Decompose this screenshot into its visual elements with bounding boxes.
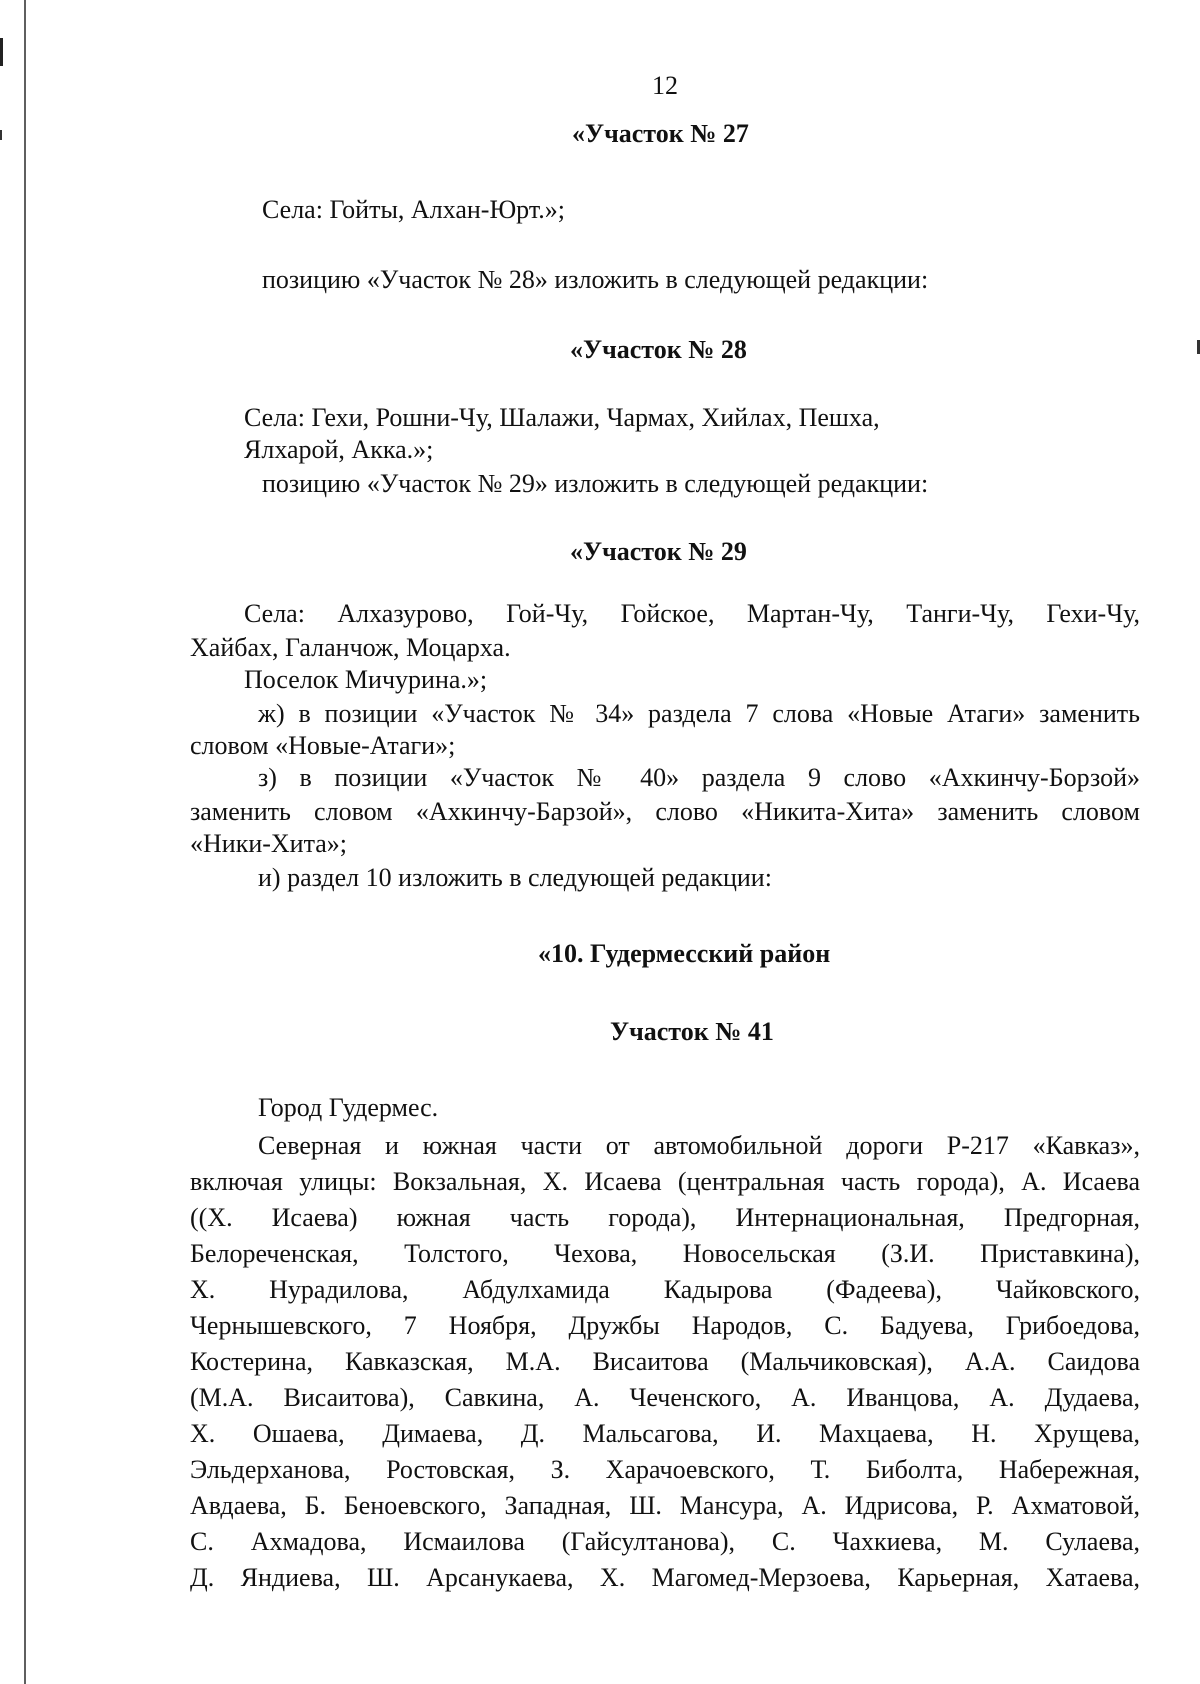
paragraph-streets-line11: Авдаева, Б. Беноевского, Западная, Ш. Мансура, А. Идрисова, Р. Ахматовой,: [190, 1491, 1140, 1520]
paragraph-streets-line13: Д. Яндиева, Ш. Арсанукаева, Х. Магомед-Мерзоева, Карьерная, Хатаева,: [190, 1563, 1140, 1592]
paragraph-uchastok-29-line1: Села: Алхазурово, Гой-Чу, Гойское, Мартан-Чу, Танги-Чу, Гехи-Чу,: [244, 599, 1140, 628]
paragraph-streets-line12: С. Ахмадова, Исмаилова (Гайсултанова), С. Чахкиева, М. Сулаева,: [190, 1527, 1140, 1556]
paragraph-streets-line7: Костерина, Кавказская, М.А. Висаитова (Мальчиковская), А.А. Саидова: [190, 1347, 1140, 1376]
paragraph-uchastok-28-line1: Села: Гехи, Рошни-Чу, Шалажи, Чармах, Хийлах, Пешха,: [244, 403, 880, 432]
paragraph-uchastok-28-line2: Ялхарой, Акка.»;: [244, 435, 434, 464]
scan-mark: [0, 38, 3, 66]
paragraph-streets-line3: ((Х. Исаева) южная часть города), Интернациональная, Предгорная,: [190, 1203, 1140, 1232]
paragraph-streets-line6: Чернышевского, 7 Ноября, Дружбы Народов, С. Бадуева, Грибоедова,: [190, 1311, 1140, 1340]
paragraph-item-i: и) раздел 10 изложить в следующей редакции:: [258, 863, 772, 892]
heading-uchastok-27: «Участок № 27: [572, 119, 749, 148]
paragraph-item-z-line1: з) в позиции «Участок № 40» раздела 9 слово «Ахкинчу-Борзой»: [258, 763, 1140, 792]
page-number: 12: [652, 71, 678, 100]
paragraph-streets-line4: Белореченская, Толстого, Чехова, Новосельская (З.И. Приставкина),: [190, 1239, 1140, 1268]
paragraph-item-zh-line1: ж) в позиции «Участок № 34» раздела 7 слова «Новые Атаги» заменить: [258, 699, 1140, 728]
paragraph-streets-line5: Х. Нурадилова, Абдулхамида Кадырова (Фадеева), Чайковского,: [190, 1275, 1140, 1304]
paragraph-streets-line9: Х. Ошаева, Димаева, Д. Мальсагова, И. Махцаева, Н. Хрущева,: [190, 1419, 1140, 1448]
heading-section-10: «10. Гудермесский район: [538, 939, 831, 968]
paragraph-item-z-line3: «Ники-Хита»;: [190, 829, 348, 858]
scan-mark: [0, 130, 2, 140]
heading-uchastok-41: Участок № 41: [610, 1017, 774, 1046]
instruction-position-29: позицию «Участок № 29» изложить в следующей редакции:: [262, 469, 929, 498]
paragraph-item-zh-line2: словом «Новые-Атаги»;: [190, 731, 456, 760]
paragraph-city: Город Гудермес.: [258, 1093, 439, 1122]
paragraph-streets-line10: Эльдерханова, Ростовская, З. Харачоевского, Т. Биболта, Набережная,: [190, 1455, 1140, 1484]
paragraph-uchastok-27: Села: Гойты, Алхан-Юрт.»;: [262, 195, 565, 224]
scan-border-left: [24, 0, 26, 1684]
heading-uchastok-29: «Участок № 29: [570, 537, 747, 566]
paragraph-uchastok-29-line3: Поселок Мичурина.»;: [244, 665, 488, 694]
paragraph-streets-line2: включая улицы: Вокзальная, Х. Исаева (центральная часть города), А. Исаева: [190, 1167, 1140, 1196]
paragraph-item-z-line2: заменить словом «Ахкинчу-Барзой», слово «Никита-Хита» заменить словом: [190, 797, 1140, 826]
paragraph-uchastok-29-line2: Хайбах, Галанчож, Моцарха.: [190, 633, 511, 662]
instruction-position-28: позицию «Участок № 28» изложить в следующей редакции:: [262, 265, 929, 294]
heading-uchastok-28: «Участок № 28: [570, 335, 747, 364]
paragraph-streets-line8: (М.А. Висаитова), Савкина, А. Чеченского, А. Иванцова, А. Дудаева,: [190, 1383, 1140, 1412]
paragraph-streets-line1: Северная и южная части от автомобильной дороги Р-217 «Кавказ»,: [258, 1131, 1140, 1160]
